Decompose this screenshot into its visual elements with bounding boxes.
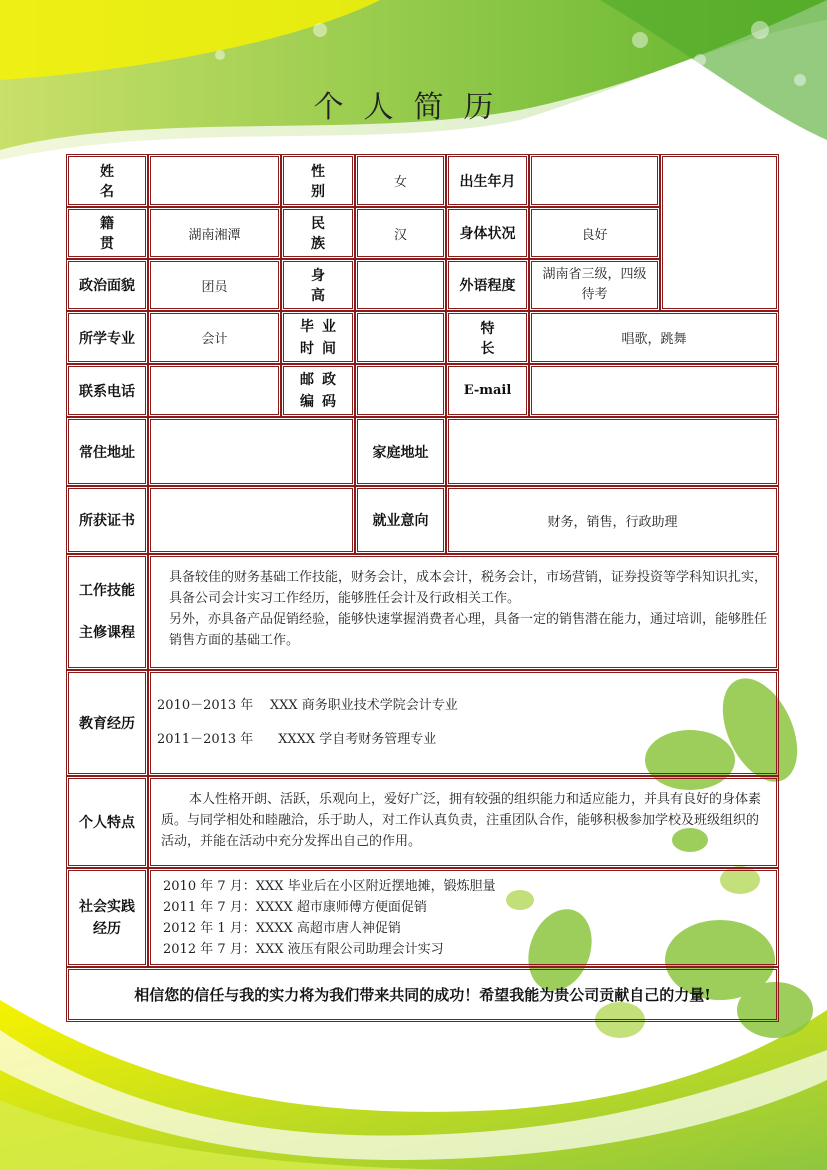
language-label: 外语程度	[446, 259, 529, 311]
job-intention-label: 就业意向	[355, 486, 446, 554]
gender-value: 女	[355, 154, 446, 207]
specialty-value: 唱歌，跳舞	[529, 311, 779, 364]
gender-label: 性 别	[281, 154, 355, 207]
personal-content	[148, 776, 779, 868]
skills-text-1: 具备较佳的财务基础工作技能，财务会计，成本会计，税务会计，市场营销，证券投资等学科知识扎实，具备公司会计实习工作经历，能够胜任会计及行政相关工作。	[169, 570, 768, 606]
photo-box	[660, 154, 779, 311]
politics-value: 团员	[148, 259, 281, 311]
social-line: 2010 年 7 月：XXX 毕业后在小区附近摆地摊，锻炼胆量	[163, 878, 496, 894]
address-label: 常住地址	[66, 417, 148, 486]
major-value: 会计	[148, 311, 281, 364]
social-line: 2012 年 7 月：XXX 液压有限公司助理会计实习	[163, 941, 444, 957]
personal-text: 本人性格开朗、活跃，乐观向上，爱好广泛，拥有较强的组织能力和适应能力，并具有良好的身体素质。与同学相处和睦融洽，乐于助人，对工作认真负责，注重团队合作，能够积极参加学校及班级组织的活动，并能在活动中充分发挥出自己的作用。	[161, 792, 762, 849]
graduation-value	[355, 311, 446, 364]
closing-statement: 相信您的信任与我的实力将为我们带来共同的成功！希望我能为贵公司贡献自己的力量!	[66, 967, 779, 1022]
home-address-value	[446, 417, 779, 486]
zipcode-value	[355, 364, 446, 417]
job-intention-value: 财务，销售，行政助理	[446, 486, 779, 554]
email-label: E-mail	[446, 364, 529, 417]
social-line: 2012 年 1 月：XXXX 高超市唐人神促销	[163, 920, 401, 936]
language-value	[529, 259, 660, 311]
education-content	[148, 670, 779, 776]
origin-label: 籍 贯	[66, 207, 148, 259]
certificate-value	[148, 486, 355, 554]
skills-label	[66, 554, 148, 670]
origin-value: 湖南湘潭	[148, 207, 281, 259]
phone-value	[148, 364, 281, 417]
social-line: 2011 年 7 月：XXXX 超市康师傅方便面促销	[163, 899, 427, 915]
specialty-label: 特 长	[446, 311, 529, 364]
phone-label: 联系电话	[66, 364, 148, 417]
address-value	[148, 417, 355, 486]
certificate-label: 所获证书	[66, 486, 148, 554]
name-value	[148, 154, 281, 207]
ethnic-value: 汉	[355, 207, 446, 259]
ethnic-label: 民 族	[281, 207, 355, 259]
name-label: 姓 名	[66, 154, 148, 207]
language-value-line-1: 湖南省三级，四级	[542, 267, 647, 282]
birth-value	[529, 154, 660, 207]
major-label: 所学专业	[66, 311, 148, 364]
education-line: 2011－2013 年 XXXX 学自考财务管理专业	[157, 732, 437, 747]
email-value	[529, 364, 779, 417]
education-line: 2010－2013 年 XXX 商务职业技术学院会计专业	[157, 698, 458, 713]
page-title: 个人简历	[313, 90, 514, 125]
social-label-line-1: 社会实践	[79, 898, 135, 915]
graduation-label-line-2: 时间	[300, 340, 344, 357]
graduation-label	[281, 311, 355, 364]
education-label: 教育经历	[66, 670, 148, 776]
health-label: 身体状况	[446, 207, 529, 259]
social-content	[148, 868, 779, 967]
zipcode-label-line-2: 编码	[300, 393, 344, 410]
zipcode-label	[281, 364, 355, 417]
birth-label: 出生年月	[446, 154, 529, 207]
social-label	[66, 868, 148, 967]
graduation-label-line-1: 毕业	[300, 318, 344, 335]
personal-label: 个人特点	[66, 776, 148, 868]
skills-content	[148, 554, 779, 670]
zipcode-label-line-1: 邮政	[300, 371, 344, 388]
home-address-label: 家庭地址	[355, 417, 446, 486]
skills-label-line-2: 主修课程	[79, 625, 135, 641]
health-value: 良好	[529, 207, 660, 259]
height-label: 身 高	[281, 259, 355, 311]
politics-label: 政治面貌	[66, 259, 148, 311]
social-label-line-2: 经历	[93, 920, 121, 937]
skills-text-2: 另外，亦具备产品促销经验，能够快速掌握消费者心理，具备一定的销售潜在能力，通过培训，能够胜任销售方面的基础工作。	[169, 612, 768, 648]
height-value	[355, 259, 446, 311]
skills-label-line-1: 工作技能	[79, 583, 135, 599]
language-value-line-2: 待考	[581, 287, 608, 302]
